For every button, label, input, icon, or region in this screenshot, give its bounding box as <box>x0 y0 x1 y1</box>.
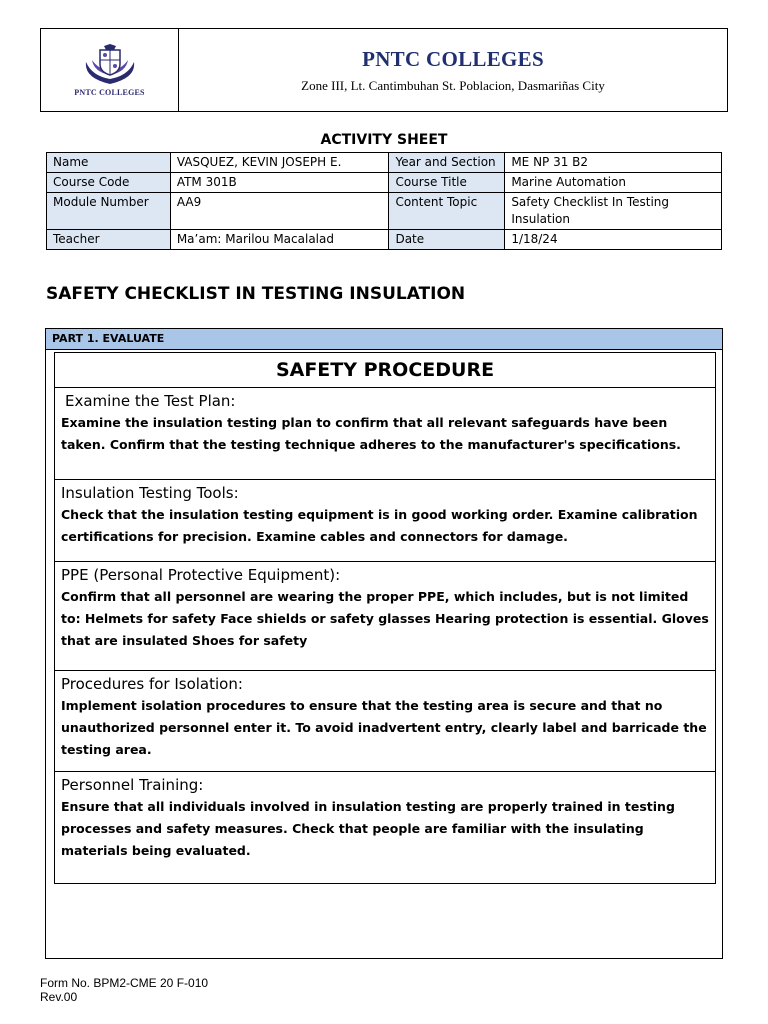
name-value: VASQUEZ, KEVIN JOSEPH E. <box>170 153 389 173</box>
procedure-item-testing-tools <box>55 480 715 562</box>
content-topic-value: Safety Checklist In Testing Insulation <box>505 193 722 230</box>
course-title-label: Course Title <box>389 173 505 193</box>
year-section-label: Year and Section <box>389 153 505 173</box>
name-label: Name <box>47 153 171 173</box>
module-number-label: Module Number <box>47 193 171 230</box>
form-footer <box>40 976 208 1004</box>
procedure-title: SAFETY PROCEDURE <box>55 353 715 388</box>
section-heading: SAFETY CHECKLIST IN TESTING INSULATION <box>46 284 466 304</box>
item-text: Examine the insulation testing plan to confirm that all relevant safeguards have been taken. Confirm that the testing technique adheres to the manufacturer's specifications. <box>61 415 681 452</box>
table-row <box>47 230 722 250</box>
item-heading: Procedures for Isolation: <box>61 675 243 693</box>
teacher-value: Ma’am: Marilou Macalalad <box>170 230 389 250</box>
item-heading: PPE (Personal Protective Equipment): <box>61 566 341 584</box>
form-number: Form No. BPM2-CME 20 F-010 <box>40 976 209 990</box>
table-row <box>47 173 722 193</box>
procedure-item-test-plan <box>55 388 715 480</box>
activity-sheet-title: ACTIVITY SHEET <box>320 132 448 148</box>
date-value: 1/18/24 <box>505 230 722 250</box>
item-heading: Examine the Test Plan: <box>65 392 236 410</box>
date-label: Date <box>389 230 505 250</box>
course-code-label: Course Code <box>47 173 171 193</box>
procedure-item-training <box>55 772 715 883</box>
document-header <box>40 28 728 112</box>
college-address: Zone III, Lt. Cantimbuhan St. Poblacion, Dasmariñas City <box>301 77 605 93</box>
table-row <box>47 193 722 230</box>
procedure-item-ppe <box>55 562 715 671</box>
logo-cell <box>41 29 179 111</box>
safety-procedure-box <box>54 352 716 884</box>
student-info-table <box>46 152 722 250</box>
year-section-value: ME NP 31 B2 <box>505 153 722 173</box>
item-heading: Personnel Training: <box>61 776 204 794</box>
part-one-box <box>45 328 723 959</box>
content-topic-label: Content Topic <box>389 193 505 230</box>
header-title-cell <box>179 29 727 111</box>
college-crest-icon <box>78 44 142 86</box>
item-text: Confirm that all personnel are wearing the proper PPE, which includes, but is not limited to: Helmets for safety Face shields or safety glasses Hearing protection is essential. Gloves that are insulated Shoes for safety <box>61 589 709 648</box>
item-text: Implement isolation procedures to ensure that the testing area is secure and that no unauthorized personnel enter it. To avoid inadvertent entry, clearly label and barricade the testing area. <box>61 698 707 757</box>
module-number-value: AA9 <box>170 193 389 230</box>
course-code-value: ATM 301B <box>170 173 389 193</box>
part-label: PART 1. EVALUATE <box>46 329 722 350</box>
teacher-label: Teacher <box>47 230 171 250</box>
revision-number: Rev.00 <box>40 990 78 1004</box>
item-text: Ensure that all individuals involved in insulation testing are properly trained in testing processes and safety measures. Check that people are familiar with the insulating materials being evaluated. <box>61 799 675 858</box>
procedure-item-isolation <box>55 671 715 772</box>
college-name: PNTC COLLEGES <box>362 46 544 71</box>
logo-caption: PNTC COLLEGES <box>74 87 145 97</box>
course-title-value: Marine Automation <box>505 173 722 193</box>
item-text: Check that the insulation testing equipment is in good working order. Examine calibration certifications for precision. Examine cables and connectors for damage. <box>61 507 698 544</box>
table-row <box>47 153 722 173</box>
item-heading: Insulation Testing Tools: <box>61 484 239 502</box>
